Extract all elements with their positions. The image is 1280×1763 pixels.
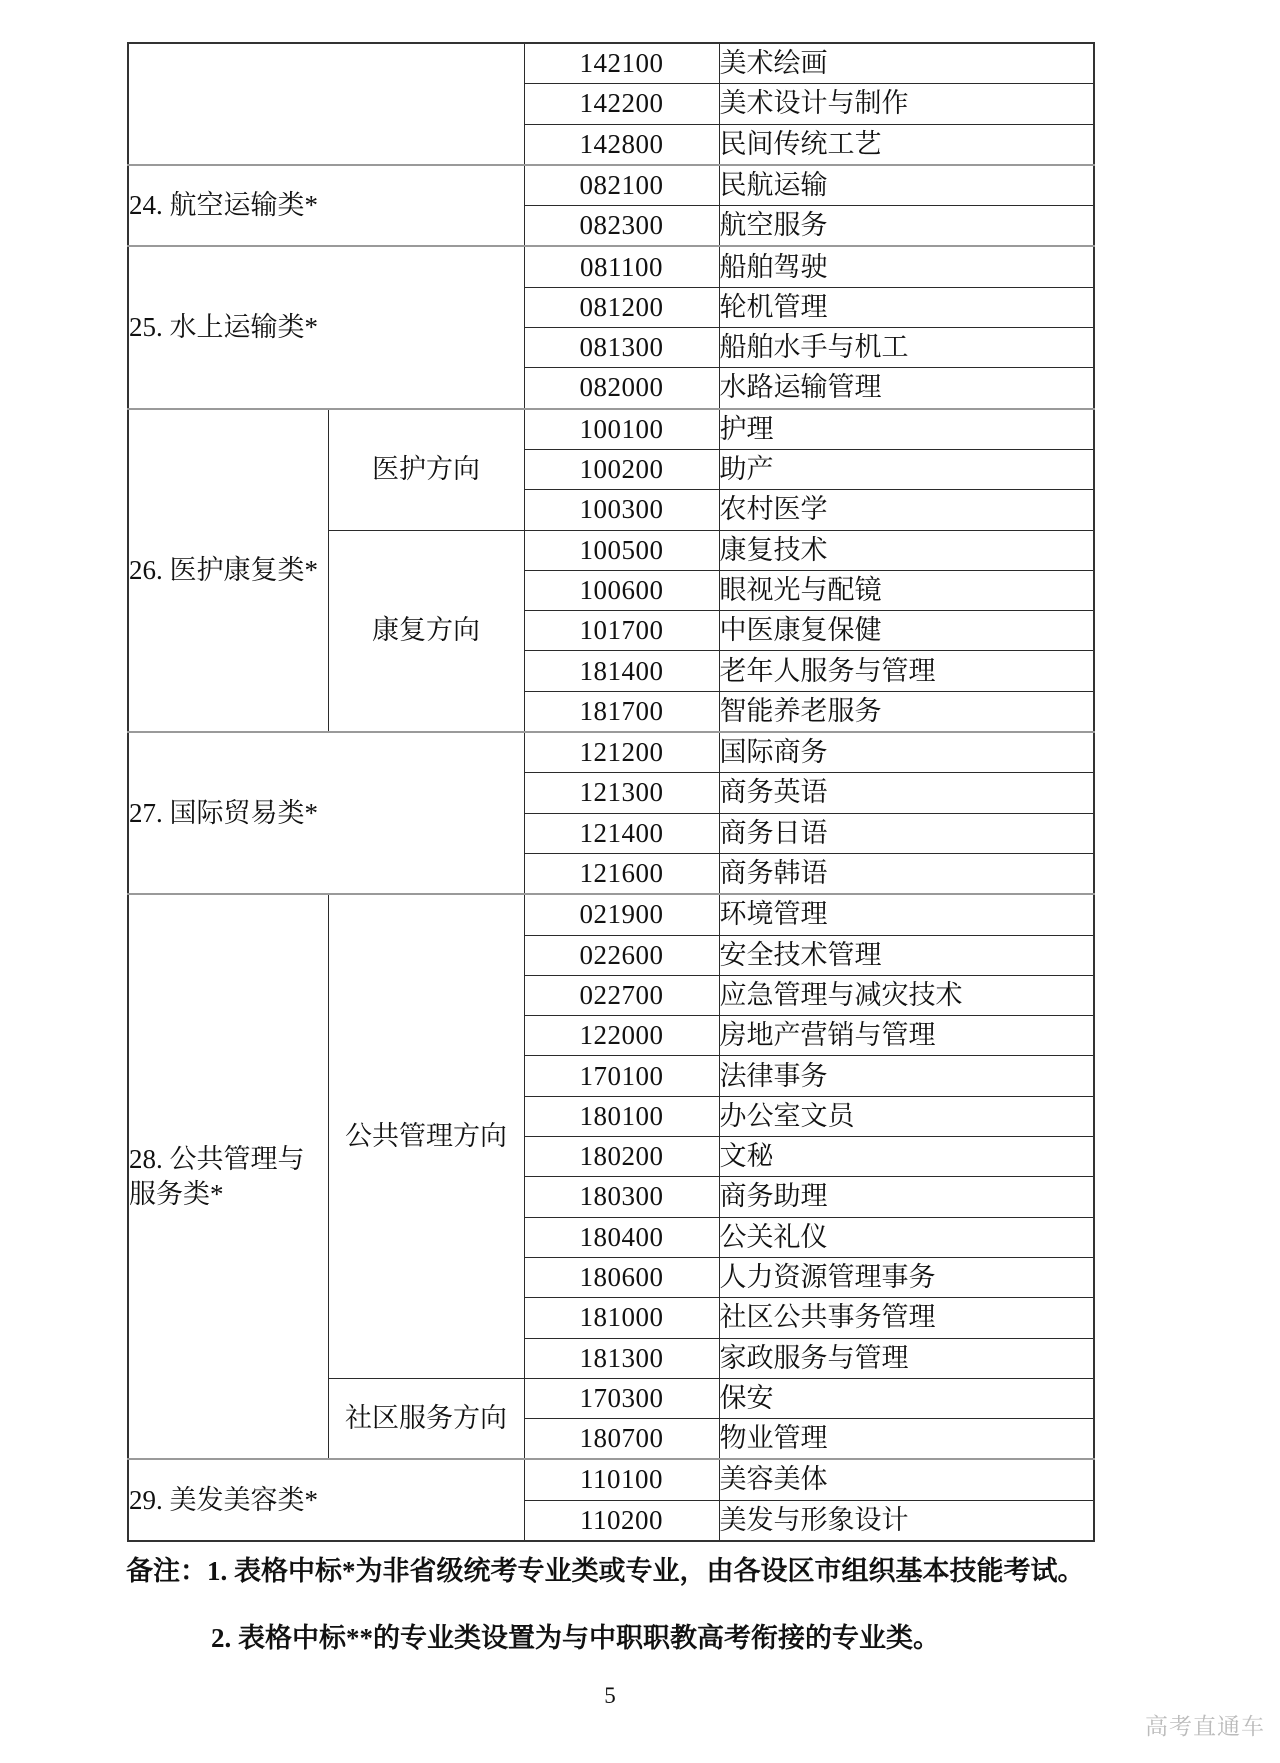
code-cell: 121400 <box>524 813 719 853</box>
major-cell: 商务英语 <box>719 773 1094 813</box>
major-cell: 安全技术管理 <box>719 935 1094 975</box>
watermark: 高考直通车 <box>1145 1713 1265 1739</box>
major-cell: 船舶驾驶 <box>719 246 1094 287</box>
majors-table <box>127 42 1095 1542</box>
major-cell: 美容美体 <box>719 1459 1094 1500</box>
major-cell: 家政服务与管理 <box>719 1338 1094 1378</box>
note-line-1: 备注：1. 表格中标*为非省级统考专业类或专业，由各设区市组织基本技能考试。 <box>126 1556 1085 1586</box>
major-cell: 公关礼仪 <box>719 1217 1094 1257</box>
code-cell: 181000 <box>524 1298 719 1338</box>
page-number: 5 <box>604 1683 616 1708</box>
direction-cell: 公共管理方向 <box>328 894 524 1378</box>
code-cell: 181400 <box>524 651 719 691</box>
code-cell: 142200 <box>524 84 719 124</box>
major-cell: 美发与形象设计 <box>719 1500 1094 1541</box>
major-cell: 国际商务 <box>719 732 1094 773</box>
major-cell: 美术绘画 <box>719 43 1094 84</box>
category-cell: 29. 美发美容类* <box>128 1459 524 1541</box>
major-cell: 航空服务 <box>719 206 1094 247</box>
major-cell: 商务助理 <box>719 1177 1094 1217</box>
major-cell: 物业管理 <box>719 1419 1094 1460</box>
code-cell: 022700 <box>524 975 719 1015</box>
code-cell: 122000 <box>524 1016 719 1056</box>
code-cell: 181300 <box>524 1338 719 1378</box>
table-row <box>128 732 1094 773</box>
code-cell: 110100 <box>524 1459 719 1500</box>
major-cell: 人力资源管理事务 <box>719 1257 1094 1297</box>
major-cell: 商务韩语 <box>719 853 1094 894</box>
code-cell: 082000 <box>524 368 719 409</box>
major-cell: 法律事务 <box>719 1056 1094 1096</box>
category-cell <box>128 43 524 165</box>
major-cell: 办公室文员 <box>719 1096 1094 1136</box>
code-cell: 170100 <box>524 1056 719 1096</box>
major-cell: 农村医学 <box>719 490 1094 530</box>
direction-cell: 康复方向 <box>328 530 524 732</box>
code-cell: 110200 <box>524 1500 719 1541</box>
code-cell: 100200 <box>524 449 719 489</box>
major-cell: 助产 <box>719 449 1094 489</box>
code-cell: 142100 <box>524 43 719 84</box>
code-cell: 101700 <box>524 611 719 651</box>
category-cell: 27. 国际贸易类* <box>128 732 524 894</box>
code-cell: 082100 <box>524 165 719 206</box>
code-cell: 021900 <box>524 894 719 935</box>
majors-table-body <box>128 43 1094 1541</box>
code-cell: 022600 <box>524 935 719 975</box>
major-cell: 船舶水手与机工 <box>719 328 1094 368</box>
major-cell: 护理 <box>719 409 1094 450</box>
major-cell: 轮机管理 <box>719 287 1094 327</box>
major-cell: 房地产营销与管理 <box>719 1016 1094 1056</box>
code-cell: 081200 <box>524 287 719 327</box>
code-cell: 180400 <box>524 1217 719 1257</box>
table-row <box>128 43 1094 84</box>
code-cell: 180300 <box>524 1177 719 1217</box>
direction-cell: 医护方向 <box>328 409 524 530</box>
major-cell: 水路运输管理 <box>719 368 1094 409</box>
major-cell: 老年人服务与管理 <box>719 651 1094 691</box>
table-row <box>128 1459 1094 1500</box>
code-cell: 081300 <box>524 328 719 368</box>
code-cell: 170300 <box>524 1378 719 1418</box>
major-cell: 眼视光与配镜 <box>719 570 1094 610</box>
major-cell: 社区公共事务管理 <box>719 1298 1094 1338</box>
code-cell: 100600 <box>524 570 719 610</box>
code-cell: 100300 <box>524 490 719 530</box>
major-cell: 环境管理 <box>719 894 1094 935</box>
table-row <box>128 165 1094 206</box>
code-cell: 081100 <box>524 246 719 287</box>
code-cell: 082300 <box>524 206 719 247</box>
table-row <box>128 246 1094 287</box>
code-cell: 100500 <box>524 530 719 570</box>
code-cell: 180700 <box>524 1419 719 1460</box>
code-cell: 121300 <box>524 773 719 813</box>
major-cell: 智能养老服务 <box>719 691 1094 732</box>
table-row <box>128 894 1094 935</box>
category-cell: 25. 水上运输类* <box>128 246 524 408</box>
major-cell: 民航运输 <box>719 165 1094 206</box>
code-cell: 100100 <box>524 409 719 450</box>
major-cell: 美术设计与制作 <box>719 84 1094 124</box>
major-cell: 保安 <box>719 1378 1094 1418</box>
category-cell: 24. 航空运输类* <box>128 165 524 247</box>
major-cell: 民间传统工艺 <box>719 124 1094 165</box>
code-cell: 121200 <box>524 732 719 773</box>
table-row <box>128 409 1094 450</box>
major-cell: 商务日语 <box>719 813 1094 853</box>
major-cell: 文秘 <box>719 1137 1094 1177</box>
category-cell: 26. 医护康复类* <box>128 409 328 732</box>
code-cell: 180600 <box>524 1257 719 1297</box>
code-cell: 180100 <box>524 1096 719 1136</box>
category-cell: 28. 公共管理与服务类* <box>128 894 328 1459</box>
code-cell: 180200 <box>524 1137 719 1177</box>
direction-cell: 社区服务方向 <box>328 1378 524 1459</box>
code-cell: 121600 <box>524 853 719 894</box>
major-cell: 康复技术 <box>719 530 1094 570</box>
note-line-2: 2. 表格中标**的专业类设置为与中职职教高考衔接的专业类。 <box>211 1623 940 1653</box>
major-cell: 中医康复保健 <box>719 611 1094 651</box>
code-cell: 142800 <box>524 124 719 165</box>
major-cell: 应急管理与减灾技术 <box>719 975 1094 1015</box>
code-cell: 181700 <box>524 691 719 732</box>
